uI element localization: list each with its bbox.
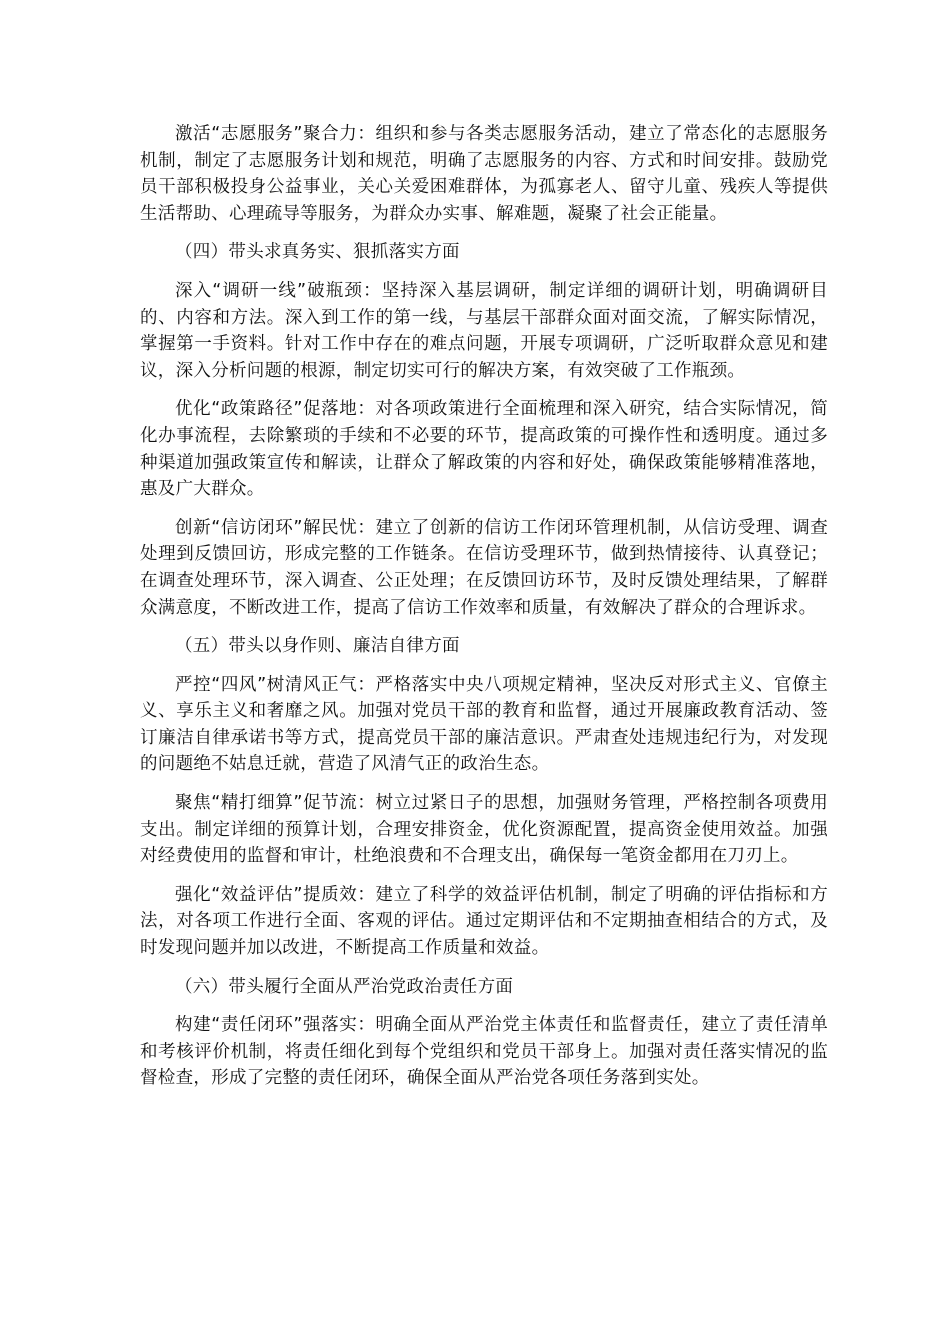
paragraph-research-frontline: 深入“调研一线”破瓶颈：坚持深入基层调研，制定详细的调研计划，明确调研目的、内容和方法。深入到工作的第一线，与基层干部群众面对面交流，了解实际情况，掌握第一手资料。针对工作中存在的难点问题，开展专项调研，广泛听取群众意见和建议，深入分析问题的根源，制定切实可行的解决方案，有效突破了工作瓶颈。 [140, 280, 828, 381]
document-body [140, 121, 828, 1104]
section-heading-6: （六）带头履行全面从严治党政治责任方面 [175, 976, 514, 997]
paragraph-responsibility-loop: 构建“责任闭环”强落实：明确全面从严治党主体责任和监督责任，建立了责任清单和考核评价机制，将责任细化到每个党组织和党员干部身上。加强对责任落实情况的监督检查，形成了完整的责任闭环，确保全面从严治党各项任务落到实处。 [140, 1015, 828, 1089]
paragraph-four-styles: 严控“四风”树清风正气：严格落实中央八项规定精神，坚决反对形式主义、官僚主义、享乐主义和奢靡之风。加强对党员干部的教育和监督，通过开展廉政教育活动、签订廉洁自律承诺书等方式，提高党员干部的廉洁意识。严肃查处违规违纪行为，对发现的问题绝不姑息迁就，营造了风清气正的政治生态。 [140, 674, 828, 775]
paragraph-policy-path: 优化“政策路径”促落地：对各项政策进行全面梳理和深入研究，结合实际情况，简化办事流程，去除繁琐的手续和不必要的环节，提高政策的可操作性和透明度。通过多种渠道加强政策宣传和解读，让群众了解政策的内容和好处，确保政策能够精准落地，惠及广大群众。 [140, 399, 828, 500]
paragraph-budget-saving: 聚焦“精打细算”促节流：树立过紧日子的思想，加强财务管理，严格控制各项费用支出。制定详细的预算计划，合理安排资金，优化资源配置，提高资金使用效益。加强对经费使用的监督和审计，杜绝浪费和不合理支出，确保每一笔资金都用在刀刃上。 [140, 793, 828, 867]
section-heading-4: （四）带头求真务实、狠抓落实方面 [175, 242, 460, 263]
paragraph-petition-loop: 创新“信访闭环”解民忧：建立了创新的信访工作闭环管理机制，从信访受理、调查处理到反馈回访，形成完整的工作链条。在信访受理环节，做到热情接待、认真登记；在调查处理环节，深入调查、公正处理；在反馈回访环节，及时反馈处理结果，了解群众满意度，不断改进工作，提高了信访工作效率和质量，有效解决了群众的合理诉求。 [140, 517, 828, 618]
paragraph-benefit-evaluation: 强化“效益评估”提质效：建立了科学的效益评估机制，制定了明确的评估指标和方法，对各项工作进行全面、客观的评估。通过定期评估和不定期抽查相结合的方式，及时发现问题并加以改进，不断提高工作质量和效益。 [140, 884, 828, 959]
paragraph-volunteer-service: 激活“志愿服务”聚合力：组织和参与各类志愿服务活动，建立了常态化的志愿服务机制，制定了志愿服务计划和规范，明确了志愿服务的内容、方式和时间安排。鼓励党员干部积极投身公益事业，关心关爱困难群体，为孤寡老人、留守儿童、残疾人等提供生活帮助、心理疏导等服务，为群众办实事、解难题，凝聚了社会正能量。 [140, 124, 828, 224]
section-heading-5: （五）带头以身作则、廉洁自律方面 [175, 636, 460, 657]
